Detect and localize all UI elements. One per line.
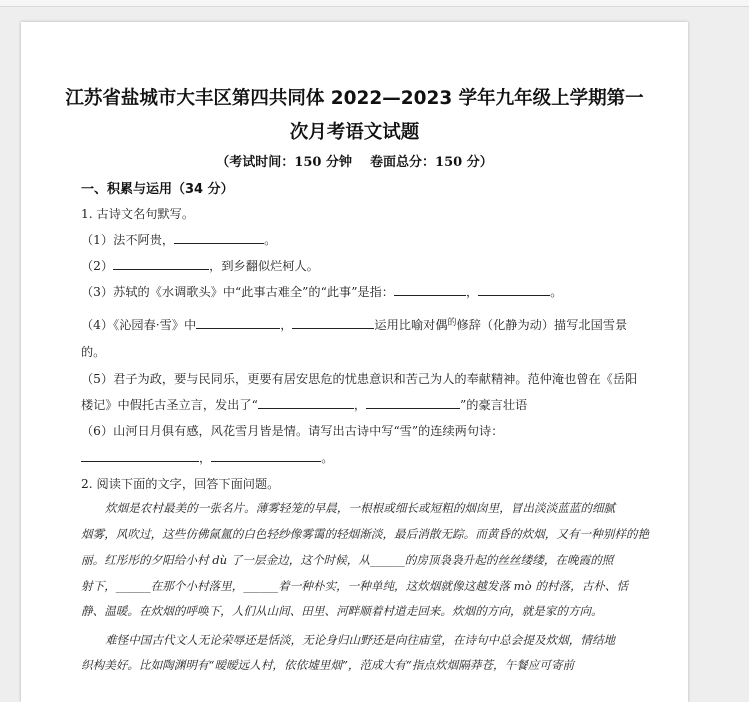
item-text: ， (353, 398, 367, 412)
section-heading: 一、积累与运用（34 分） (81, 182, 234, 197)
item-text: ，到乡翻似烂柯人。 (209, 259, 319, 273)
question-1-item-6: （6）山河日月俱有感，风花雪月皆是情。请写出古诗中写“雪”的连续两句诗： (81, 424, 504, 438)
item-text: ， (280, 318, 293, 332)
question-1-item-6-cont (81, 449, 333, 466)
item-text: 运用比喻对偶 (374, 318, 448, 332)
item-text: 。 (550, 285, 563, 299)
answer-blank (196, 317, 280, 329)
viewer-toolbar-strip (0, 0, 749, 7)
answer-blank (81, 450, 199, 462)
answer-blank (366, 397, 460, 409)
question-1-item-4-cont: 的。 (81, 345, 106, 359)
document-title-line2: 次月考语文试题 (289, 122, 420, 143)
item-text: 修辞（化静为动）描写北国雪景 (456, 318, 628, 332)
answer-blank (211, 450, 321, 462)
item-text: ， (466, 285, 479, 299)
passage-line: 烟雾，风吹过，这些仿佛氤氲的白色轻纱像雾霭的轻烟渐淡，最后消散无踪。而黄昏的炊烟，又有一种别样的艳 (81, 527, 650, 541)
passage-line: 炊烟是农村最美的一张名片。薄雾轻笼的早晨，一根根或细长或短粗的烟囱里，冒出淡淡蓝蓝的细腻 (105, 501, 616, 515)
question-1-item-3 (81, 283, 562, 300)
answer-blank (478, 284, 550, 296)
item-text: （2） (81, 259, 114, 273)
item-text: 的 (447, 318, 457, 328)
question-2-stem: 2. 阅读下面的文字，回答下面问题。 (81, 477, 280, 491)
item-text: （1）法不阿贵， (81, 233, 175, 247)
answer-blank (174, 232, 264, 244)
passage-line: 织构美好。比如陶渊明有“暧暧远人村，依依墟里烟”，范成大有“指点炊烟隔莽苍，午餐应可寄前 (81, 658, 575, 672)
answer-blank (258, 397, 354, 409)
item-text: ”的豪言壮语 (460, 398, 528, 412)
exam-info: （考试时间：150 分钟 卷面总分：150 分） (216, 155, 493, 170)
item-text: 楼记》中假托古圣立言，发出了“ (81, 398, 258, 412)
item-text: ， (199, 451, 212, 465)
question-1-item-5: （5）君子为政，要与民同乐，更要有居安思危的忧患意识和苦己为人的奉献精神。范仲淹也曾在《岳阳 (81, 372, 638, 386)
question-1-item-4 (81, 316, 627, 333)
item-text: （4）《沁园春·雪》中 (81, 318, 197, 332)
passage-line: 静、温暖。在炊烟的呼唤下，人们从山间、田里、河畔顺着村道走回来。炊烟的方向，就是家的方向。 (81, 604, 603, 618)
passage-line: 射下，______在那个小村落里，______着一种朴实，一种单纯，这炊烟就像这越发落 mò 的村落，古朴、恬 (81, 579, 629, 593)
item-text: 。 (264, 233, 277, 247)
question-1-item-1 (81, 231, 276, 248)
item-text: 。 (321, 451, 334, 465)
answer-blank (394, 284, 466, 296)
passage-line: 难怪中国古代文人无论荣辱还是恬淡，无论身归山野还是向往庙堂，在诗句中总会提及炊烟，情结地 (105, 633, 616, 647)
passage-line: 丽。红彤彤的夕阳给小村 dù 了一层金边，这个时候，从______的房顶袅袅升起的丝丝缕缕，在晚霞的照 (81, 553, 614, 567)
document-page (21, 22, 688, 702)
document-title-line1: 江苏省盐城市大丰区第四共同体 2022—2023 学年九年级上学期第一 (65, 88, 644, 109)
question-1-item-2 (81, 257, 319, 274)
item-text: （3）苏轼的《水调歌头》中“此事古难全”的“此事”是指： (81, 285, 394, 299)
answer-blank (113, 258, 209, 270)
question-1-item-5-cont (81, 396, 527, 413)
question-1-stem: 1. 古诗文名句默写。 (81, 207, 195, 221)
answer-blank (292, 317, 374, 329)
